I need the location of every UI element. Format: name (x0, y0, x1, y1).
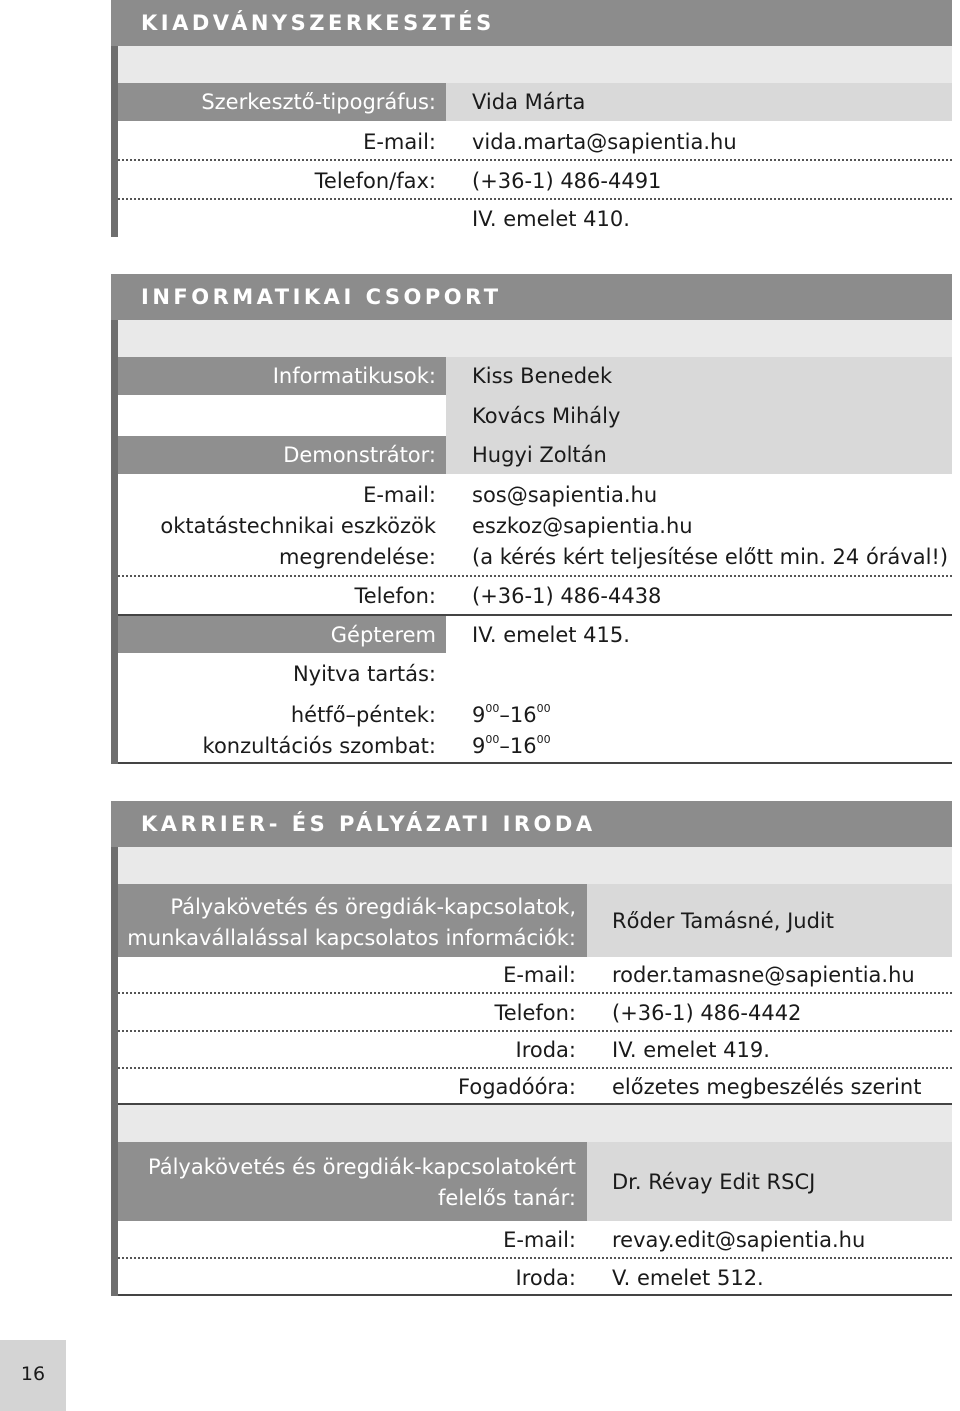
order-note: (a kérés kért teljesítése előtt min. 24 órával!) (472, 545, 949, 569)
career-label-1: Pályakövetés és öregdiák-kapcsolatok, (170, 895, 576, 919)
order-label-1: oktatástechnikai eszközök (160, 514, 436, 538)
editor-email[interactable]: vida.marta@sapientia.hu (472, 130, 737, 154)
editor-role-label: Szerkesztő-tipográfus: (201, 90, 436, 114)
divider (118, 575, 952, 577)
demo-label: Demonstrátor: (283, 443, 436, 467)
teacher-name: Dr. Révay Edit RSCJ (612, 1170, 816, 1194)
order-email[interactable]: eszkoz@sapientia.hu (472, 514, 693, 538)
it-label: Informatikusok: (272, 364, 436, 388)
divider (118, 1257, 952, 1259)
teacher-office-label: Iroda: (515, 1266, 576, 1290)
section-2-bar (111, 274, 118, 764)
career-email-label: E-mail: (503, 963, 576, 987)
demo-name: Hugyi Zoltán (472, 443, 607, 467)
section-3-bottom-rule (118, 1294, 952, 1296)
divider (118, 992, 952, 994)
divider (118, 1067, 952, 1069)
page-number: 16 (20, 1363, 46, 1385)
section-2-title: INFORMATIKAI CSOPORT (141, 285, 502, 309)
section-3-header (111, 801, 952, 847)
it-phone-label: Telefon: (354, 584, 436, 608)
career-name: Rőder Tamásné, Judit (612, 909, 834, 933)
lab-label: Gépterem (330, 623, 436, 647)
editor-room: IV. emelet 410. (472, 207, 630, 231)
it-name-2: Kovács Mihály (472, 404, 621, 428)
weekday-hours: $9^{00}-16^{00}$ (472, 702, 551, 727)
it-phone: (+36-1) 486-4438 (472, 584, 662, 608)
section-3-bar (111, 801, 118, 1296)
teacher-label-1: Pályakövetés és öregdiák-kapcsolatokért (148, 1155, 576, 1179)
career-hours: előzetes megbeszélés szerint (612, 1075, 922, 1099)
career-email[interactable]: roder.tamasne@sapientia.hu (612, 963, 915, 987)
teacher-email-label: E-mail: (503, 1228, 576, 1252)
saturday-label: konzultációs szombat: (202, 734, 436, 758)
section-1-subbar (118, 46, 952, 83)
it-name-1: Kiss Benedek (472, 364, 613, 388)
weekday-label: hétfő–péntek: (290, 703, 436, 727)
career-phone: (+36-1) 486-4442 (612, 1001, 802, 1025)
divider (118, 159, 952, 161)
career-hours-label: Fogadóóra: (458, 1075, 576, 1099)
section-3-title: KARRIER- ÉS PÁLYÁZATI IRODA (141, 812, 596, 836)
lab-room: IV. emelet 415. (472, 623, 630, 647)
teacher-label-2: felelős tanár: (438, 1186, 576, 1210)
editor-email-label: E-mail: (363, 130, 436, 154)
divider (118, 1030, 952, 1032)
section-2-header (111, 274, 952, 320)
page-number-box (0, 1340, 66, 1411)
it-email-label: E-mail: (363, 483, 436, 507)
order-label-2: megrendelése: (278, 545, 436, 569)
career-phone-label: Telefon: (494, 1001, 576, 1025)
saturday-hours: $9^{00}-16^{00}$ (472, 733, 551, 758)
section-1-header (111, 0, 952, 46)
section-3-subbar-2 (118, 1105, 952, 1142)
teacher-email[interactable]: revay.edit@sapientia.hu (612, 1228, 866, 1252)
career-label-2: munkavállalással kapcsolatos információk: (127, 926, 576, 950)
teacher-office: V. emelet 512. (612, 1266, 764, 1290)
career-office-label: Iroda: (515, 1038, 576, 1062)
opening-label: Nyitva tartás: (292, 662, 436, 686)
editor-phone-label: Telefon/fax: (314, 169, 436, 193)
editor-phone: (+36-1) 486-4491 (472, 169, 662, 193)
divider (118, 198, 952, 200)
section-1-title: KIADVÁNYSZERKESZTÉS (141, 11, 495, 35)
section-2-bottom-rule (118, 762, 952, 764)
section-3-subbar (118, 847, 952, 884)
career-office: IV. emelet 419. (612, 1038, 770, 1062)
it-email[interactable]: sos@sapientia.hu (472, 483, 658, 507)
editor-name: Vida Márta (472, 90, 586, 114)
section-2-subbar (118, 320, 952, 357)
